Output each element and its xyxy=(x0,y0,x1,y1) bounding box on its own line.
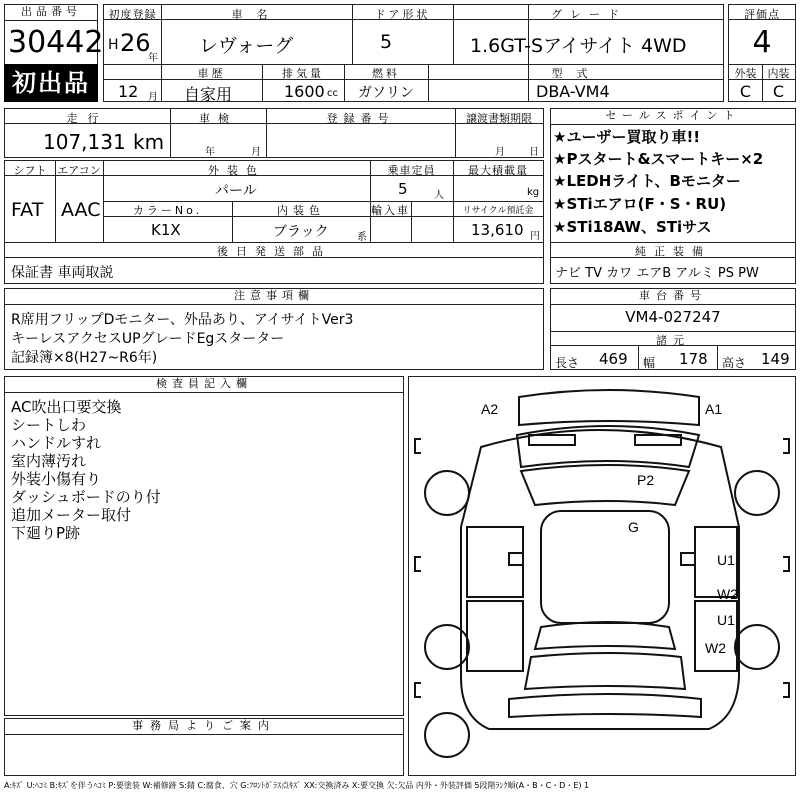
selling-point-3: ★LEDHライト、Bモニター xyxy=(553,172,741,190)
doors: 5 xyxy=(380,31,393,53)
damage-mark-a1: A1 xyxy=(705,401,723,417)
first-reg-year: 26 xyxy=(120,29,151,57)
equipment-items: ナビ TV カワ エアB アルミ PS PW xyxy=(555,266,759,281)
year-unit: 年 xyxy=(148,53,158,64)
left-headlight xyxy=(529,435,575,445)
car-diagram-box xyxy=(408,376,796,776)
chassis-label: 車台番号 xyxy=(551,289,795,305)
exterior-grade-label: 外装 xyxy=(734,67,757,80)
history: 自家用 xyxy=(184,85,233,104)
damage-mark-w2-b: W2 xyxy=(705,640,726,656)
car-diagram xyxy=(409,377,795,775)
inspection-label: 車検 xyxy=(199,112,237,125)
grade-label: グレード xyxy=(551,8,627,21)
interior-grade: C xyxy=(772,82,785,101)
ext-color-label: 外装色 xyxy=(208,164,265,177)
damage-mark-a2: A2 xyxy=(481,401,499,417)
transfer-day-unit: 日 xyxy=(529,147,539,158)
max-load-label: 最大積載量 xyxy=(468,164,528,177)
left-front-door xyxy=(467,527,523,597)
inspection-year-unit: 年 xyxy=(205,147,215,158)
selling-point-5: ★STi18AW、STiサス xyxy=(553,218,712,236)
history-label: 車歴 xyxy=(197,67,226,80)
office-label: 事務局よりご案内 xyxy=(5,719,403,735)
grade: 1.6GT-Sアイサイト 4WD xyxy=(470,35,687,57)
fuel: ガソリン xyxy=(358,85,414,101)
capacity-label: 乗車定員 xyxy=(387,164,436,177)
first-listing-text: 初出品 xyxy=(12,69,90,97)
rear-window-outline xyxy=(535,622,675,649)
bracket-br xyxy=(783,683,789,697)
height: 149 xyxy=(761,350,790,368)
aircon-label: エアコン xyxy=(57,164,101,177)
note-line-2: キーレスアクセスUPグレードEgスターター xyxy=(11,331,285,347)
mileage-label: 走行 xyxy=(66,112,109,125)
rear-right-wheel xyxy=(735,625,779,669)
office-box xyxy=(4,718,404,776)
left-mirror xyxy=(509,553,523,565)
max-load-unit: kg xyxy=(527,187,540,198)
displacement: 1600 xyxy=(284,82,325,101)
capacity: 5 xyxy=(398,180,408,198)
door-label: ドア形状 xyxy=(374,8,431,21)
recycle: 13,610 xyxy=(471,221,524,239)
inspector-line-1: AC吹出口要交換 xyxy=(11,398,122,416)
legend-text: A:ｷｽﾞ U:ﾍｺﾐ B:ｷｽﾞを伴うﾍｺﾐ P:要塗装 W:補修跡 S:錆 C:腐食、穴 G:ﾌﾛﾝﾄｶﾞﾗｽ点ｷｽﾞ XX:交換済み X:要交換 欠:欠品 内外・外装評価 5段階ﾗﾝｸ順(A・B・C・D・E) 1 xyxy=(4,781,590,790)
hood-outline xyxy=(517,426,699,467)
transfer-month-unit: 月 xyxy=(495,147,505,158)
first-listing-badge xyxy=(4,64,98,102)
rear-left-wheel xyxy=(425,625,469,669)
note-line-1: R席用フリップDモニター、外品あり、アイサイトVer3 xyxy=(11,312,354,328)
ext-color: パール xyxy=(215,183,257,199)
inspector-line-4: 室内薄汚れ xyxy=(11,452,87,470)
bracket-ml xyxy=(415,557,421,571)
right-mirror xyxy=(681,553,695,565)
roof-outline xyxy=(541,511,669,623)
inspection-month-unit: 月 xyxy=(251,147,261,158)
int-color: ブラック xyxy=(273,224,329,240)
damage-mark-u1-b: U1 xyxy=(717,612,735,628)
rear-bumper-outline xyxy=(509,694,701,717)
exterior-grade: C xyxy=(739,82,752,101)
chassis-box xyxy=(550,288,796,370)
displacement-label: 排気量 xyxy=(282,67,324,80)
damage-mark-w2-a: W2 xyxy=(717,586,738,602)
inspector-line-6: ダッシュボードのり付 xyxy=(11,488,161,506)
inspector-line-2: シートしわ xyxy=(11,416,87,434)
inspector-label: 検査員記入欄 xyxy=(5,377,403,393)
month-unit: 月 xyxy=(148,92,158,103)
color-no-label: カラーNo. xyxy=(132,204,203,217)
car-name: レヴォーグ xyxy=(199,35,294,57)
length: 469 xyxy=(599,350,628,368)
lot-number: 30442 xyxy=(8,25,104,60)
notes-label: 注意事項欄 xyxy=(5,289,543,305)
front-bumper-outline xyxy=(519,390,699,425)
int-color-unit: 系 xyxy=(357,232,367,243)
damage-mark-u1-a: U1 xyxy=(717,552,735,568)
selling-point-2: ★Pスタート&スマートキー×2 xyxy=(553,150,764,168)
first-reg-label: 初度登録 xyxy=(108,8,157,21)
model: DBA-VM4 xyxy=(536,82,610,101)
inspector-line-5: 外装小傷有り xyxy=(11,470,102,488)
specs-table xyxy=(4,160,544,284)
header-table xyxy=(103,4,724,102)
damage-mark-p2: P2 xyxy=(637,472,655,488)
month-value: 12 xyxy=(118,82,139,101)
selling-points-box xyxy=(550,108,796,284)
bracket-mr xyxy=(783,557,789,571)
selling-point-1: ★ユーザー買取り車!! xyxy=(553,128,701,146)
spare-wheel xyxy=(425,713,469,757)
aircon: AAC xyxy=(61,199,101,221)
recycle-label: リサイクル預託金 xyxy=(462,206,534,216)
displacement-unit: cc xyxy=(327,88,338,99)
windshield-outline xyxy=(521,465,689,505)
interior-grade-label: 内装 xyxy=(767,67,790,80)
legend-footer xyxy=(4,780,796,796)
parts-label: 後日発送部品 xyxy=(217,245,331,258)
inspector-line-3: ハンドルすれ xyxy=(11,434,102,452)
score-label: 評価点 xyxy=(744,8,780,21)
dims-label: 諸元 xyxy=(656,334,690,347)
recycle-unit: 円 xyxy=(530,231,540,242)
mileage-unit: km xyxy=(133,130,165,154)
length-label: 長さ xyxy=(555,356,580,370)
capacity-unit: 人 xyxy=(434,190,444,201)
note-line-3: 記録簿×8(H27~R6年) xyxy=(11,350,158,366)
left-rear-door xyxy=(467,601,523,671)
shift-label: シフト xyxy=(13,164,47,177)
score: 4 xyxy=(752,25,772,60)
bracket-tr xyxy=(783,439,789,453)
notes-box xyxy=(4,288,544,370)
model-label: 型式 xyxy=(551,67,602,80)
mileage-table xyxy=(4,108,544,158)
era: H xyxy=(108,37,119,53)
front-left-wheel xyxy=(425,471,469,515)
shift: FAT xyxy=(11,199,44,221)
lot-number-label: 出品番号 xyxy=(5,5,97,21)
bracket-tl xyxy=(415,439,421,453)
car-name-label: 車名 xyxy=(231,8,282,21)
score-box xyxy=(728,4,796,102)
width-label: 幅 xyxy=(643,356,656,370)
equipment-label: 純正装備 xyxy=(635,245,711,258)
inspector-line-8: 下廻りP跡 xyxy=(11,524,81,542)
inspector-box xyxy=(4,376,404,716)
import-label: 輸入車 xyxy=(371,204,410,217)
height-label: 高さ xyxy=(722,356,747,370)
selling-point-4: ★STiエアロ(F・S・RU) xyxy=(553,195,727,213)
selling-points-label: セールスポイント xyxy=(551,109,795,125)
mileage: 107,131 xyxy=(43,130,126,154)
trunk-outline xyxy=(525,653,685,689)
damage-mark-g: G xyxy=(628,519,639,535)
inspector-line-7: 追加メーター取付 xyxy=(11,506,132,524)
bracket-bl xyxy=(415,683,421,697)
fuel-label: 燃料 xyxy=(372,67,400,80)
front-right-wheel xyxy=(735,471,779,515)
parts: 保証書 車両取説 xyxy=(11,265,114,281)
chassis-number: VM4-027247 xyxy=(625,308,721,326)
color-no: K1X xyxy=(151,221,181,239)
width: 178 xyxy=(679,350,708,368)
body-outline xyxy=(461,430,739,729)
transfer-label: 譲渡書類期限 xyxy=(466,112,532,125)
int-color-label: 内装色 xyxy=(277,204,325,217)
reg-no-label: 登録番号 xyxy=(326,112,395,125)
